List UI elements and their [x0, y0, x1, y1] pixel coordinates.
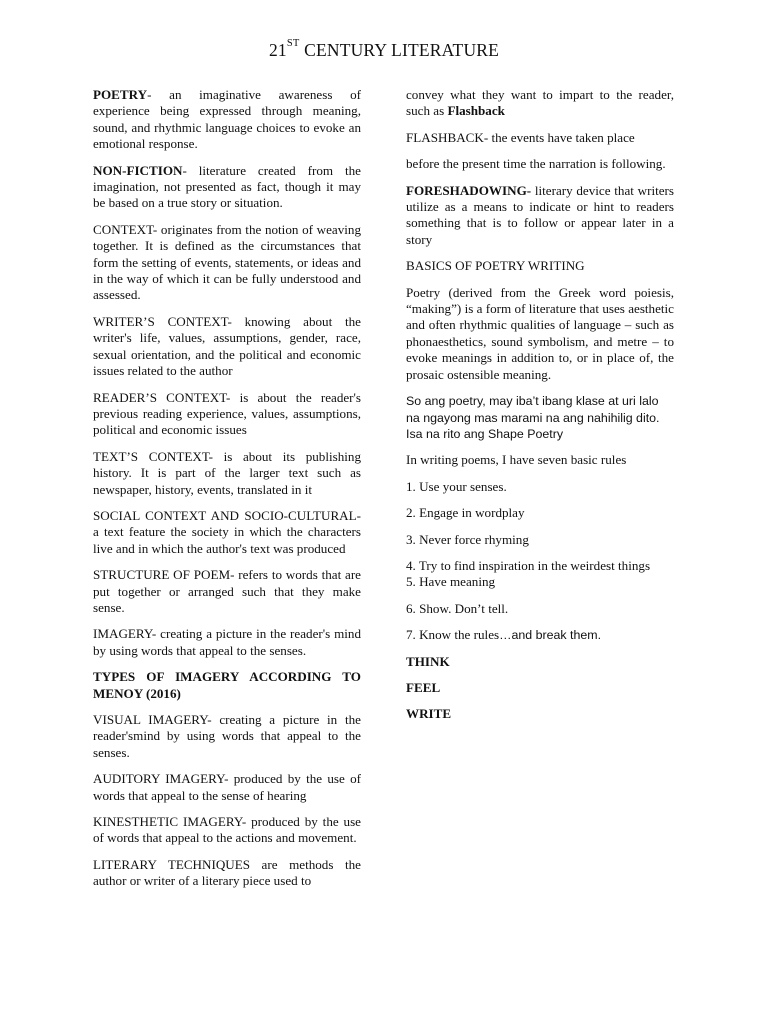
- continuation-text: convey what they want to impart to the reader, such as: [406, 87, 674, 119]
- continuation-paragraph: [406, 87, 674, 120]
- rule-7-prefix: 7. Know the rules: [406, 627, 500, 643]
- poetry-paragraph: [93, 87, 361, 153]
- foreshadowing-definition: literary device that writers utilize as a means to indicate or hint to readers something that is to follow or appear later in a story: [406, 182, 674, 247]
- write-word: WRITE: [406, 706, 452, 722]
- nonfiction-term: NON-FICTION: [93, 162, 183, 178]
- poetry-definition-paragraph: Poetry (derived from the Greek word poiesis, “making”) is a form of literature that uses aesthetic and often rhythmic qualities of language – such as phonaesthetics, sound symbolism, and metre – to evoke meanings in addition to, or in place of, the prosaic ostensible meaning.: [406, 284, 674, 382]
- context-paragraph: CONTEXT- originates from the notion of weaving together. It is defined as the circumstances that form the setting of events, statements, or ideas and in the way of which it can be fully understood and assessed.: [93, 221, 361, 303]
- rule-6: 6. Show. Don’t tell.: [406, 600, 509, 616]
- auditory-imagery-paragraph: AUDITORY IMAGERY- produced by the use of words that appeal to the sense of hearing: [93, 771, 361, 803]
- rule-1: 1. Use your senses.: [406, 478, 507, 494]
- flashback-line-1: FLASHBACK- the events have taken place: [406, 129, 635, 145]
- rule-7: [406, 627, 674, 643]
- structure-of-poem-paragraph: STRUCTURE OF POEM- refers to words that are put together or arranged such that they make sense.: [93, 567, 361, 615]
- poetry-term: POETRY: [93, 87, 148, 102]
- title-suffix: CENTURY LITERATURE: [299, 40, 500, 60]
- right-column: [406, 87, 674, 733]
- texts-context-paragraph: TEXT’S CONTEXT- is about its publishing history. It is part of the larger text such as newspaper, history, events, translated in it: [93, 448, 361, 497]
- rules-intro: In writing poems, I have seven basic rules: [406, 452, 627, 468]
- left-column: [93, 87, 361, 900]
- imagery-paragraph: IMAGERY- creating a picture in the reader's mind by using words that appeal to the senses.: [93, 626, 361, 658]
- rule-3: 3. Never force rhyming: [406, 531, 529, 547]
- basics-heading: BASICS OF POETRY WRITING: [406, 258, 585, 274]
- readers-context-paragraph: READER’S CONTEXT- is about the reader's previous reading experience, values, assumptions, political and economic issues: [93, 389, 361, 438]
- foreshadowing-paragraph: [406, 183, 674, 249]
- nonfiction-definition: - literature created from the imagination, not presented as fact, though it may be based on a true story or situation.: [93, 162, 361, 211]
- flashback-line-2: before the present time the narration is following.: [406, 156, 666, 172]
- page-title: [0, 40, 768, 61]
- title-prefix: 21: [268, 40, 287, 60]
- kinesthetic-imagery-paragraph: KINESTHETIC IMAGERY- produced by the use of words that appeal to the actions and movement.: [93, 814, 361, 846]
- social-context-paragraph: SOCIAL CONTEXT AND SOCIO-CULTURAL- a text feature the society in which the characters live and in which the author's text was produced: [93, 507, 361, 556]
- nonfiction-paragraph: [93, 163, 361, 212]
- rule-5: 5. Have meaning: [406, 574, 496, 590]
- flashback-bold: Flashback: [447, 103, 505, 119]
- types-of-imagery-heading: TYPES OF IMAGERY ACCORDING TO MENOY (2016): [93, 669, 361, 701]
- visual-imagery-paragraph: VISUAL IMAGERY- creating a picture in the reader'smind by using words that appeal to the senses.: [93, 712, 361, 760]
- think-word: THINK: [406, 653, 450, 669]
- foreshadowing-term: FORESHADOWING-: [406, 182, 532, 198]
- writers-context-paragraph: WRITER’S CONTEXT- knowing about the writer's life, values, assumptions, gender, race, sexual orientation, and the political and economic issues related to the author: [93, 313, 361, 379]
- literary-techniques-paragraph: LITERARY TECHNIQUES are methods the author or writer of a literary piece used to: [93, 856, 361, 889]
- rule-2: 2. Engage in wordplay: [406, 505, 525, 521]
- rule-4: 4. Try to find inspiration in the weirdest things: [406, 557, 651, 573]
- feel-word: FEEL: [406, 679, 441, 695]
- filipino-note: So ang poetry, may iba’t ibang klase at uri lalo na ngayong mas marami na ang nahihilig dito. Isa na rito ang Shape Poetry: [406, 394, 660, 441]
- poetry-definition: - an imaginative awareness of experience being expressed through meaning, sound, and rhythmic language choices to evoke an emotional response.: [93, 87, 361, 152]
- rule-7-suffix: …and break them.: [499, 628, 602, 643]
- title-superscript: ST: [286, 38, 300, 49]
